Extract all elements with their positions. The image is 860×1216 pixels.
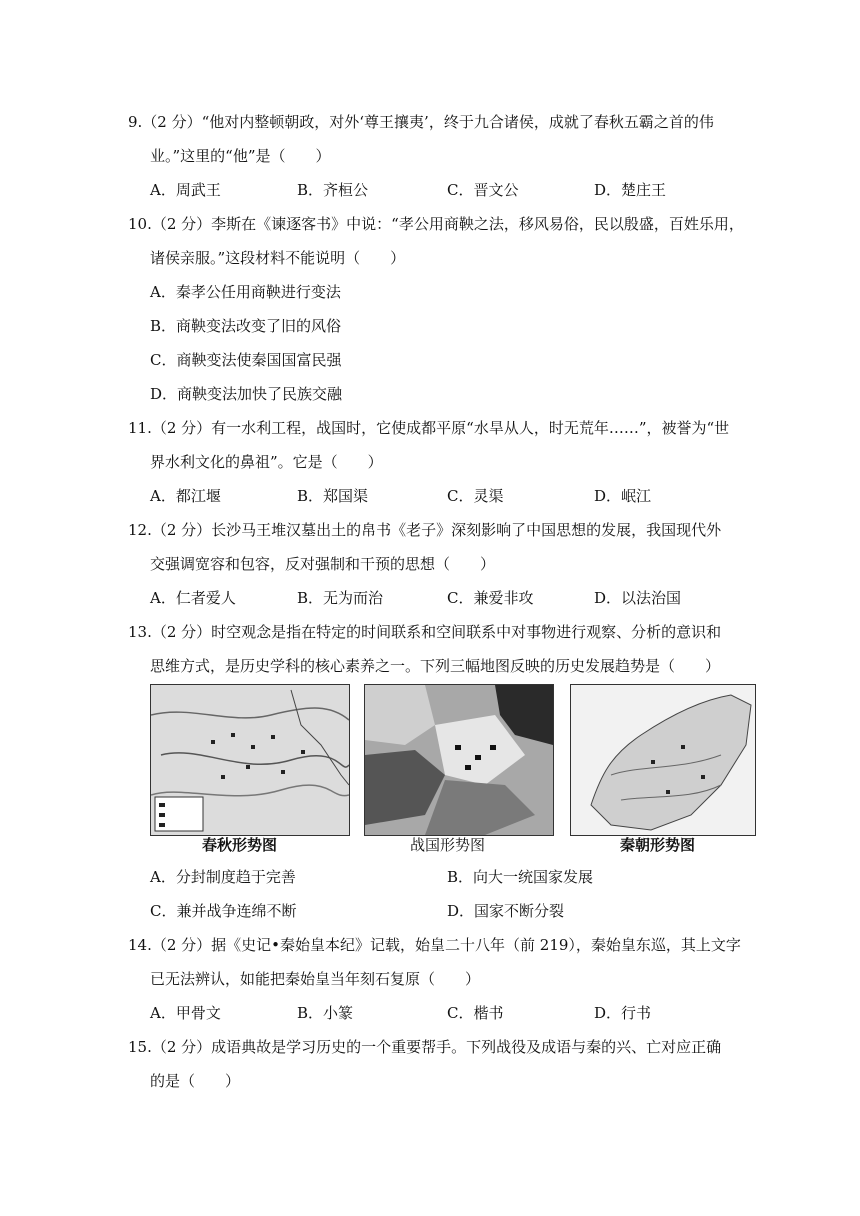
q12-option-b: B．无为而治 (297, 589, 384, 607)
q15-line-2: 的是（ ） (150, 1072, 241, 1090)
q11-line-1: 11.（2 分）有一水利工程，战国时，它使成都平原“水旱从人，时无荒年……”，被誉为“世 (128, 419, 730, 437)
q10-option-a: A．秦孝公任用商鞅进行变法 (150, 283, 341, 301)
q13-option-c: C．兼并战争连绵不断 (150, 902, 297, 920)
q13-option-a: A．分封制度趋于完善 (150, 868, 296, 886)
q15-line-1: 15.（2 分）成语典故是学习历史的一个重要帮手。下列战役及成语与秦的兴、亡对应正确 (128, 1038, 722, 1056)
q9-option-a: A．周武王 (150, 181, 221, 199)
q10-line-1: 10.（2 分）李斯在《谏逐客书》中说：“孝公用商鞅之法，移风易俗，民以殷盛，百姓乐用， (128, 215, 744, 233)
q13-line-1: 13.（2 分）时空观念是指在特定的时间联系和空间联系中对事物进行观察、分析的意识和 (128, 623, 722, 641)
q11-option-b: B．郑国渠 (297, 487, 369, 505)
spring-autumn-map (150, 684, 350, 836)
q9-line-1: 9.（2 分）“他对内整顿朝政，对外‘尊王攘夷’，终于九合诸侯，成就了春秋五霸之首的伟 (128, 113, 714, 131)
q13-option-d: D．国家不断分裂 (447, 902, 565, 920)
map-caption-spring-autumn: 春秋形势图 (202, 836, 278, 854)
q14-option-b: B．小篆 (297, 1004, 354, 1022)
q9-line-2: 业。”这里的“他”是（ ） (150, 147, 331, 165)
q10-option-c: C．商鞅变法使秦国国富民强 (150, 351, 342, 369)
q12-option-a: A．仁者爱人 (150, 589, 236, 607)
q13-option-b: B．向大一统国家发展 (447, 868, 594, 886)
q13-line-2: 思维方式，是历史学科的核心素养之一。下列三幅地图反映的历史发展趋势是（ ） (150, 657, 721, 675)
q11-option-d: D．岷江 (594, 487, 652, 505)
map-caption-qin: 秦朝形势图 (620, 836, 696, 854)
q9-option-d: D．楚庄王 (594, 181, 667, 199)
warring-states-map (364, 684, 554, 836)
q14-option-a: A．甲骨文 (150, 1004, 221, 1022)
q14-option-c: C．楷书 (447, 1004, 504, 1022)
q10-line-2: 诸侯亲服。”这段材料不能说明（ ） (150, 249, 406, 267)
q14-line-2: 已无法辨认，如能把秦始皇当年刻石复原（ ） (150, 970, 481, 988)
q10-option-d: D．商鞅变法加快了民族交融 (150, 385, 343, 403)
q11-line-2: 界水利文化的鼻祖”。它是（ ） (150, 453, 383, 471)
q12-line-1: 12.（2 分）长沙马王堆汉墓出土的帛书《老子》深刻影响了中国思想的发展，我国现代外 (128, 521, 722, 539)
q12-option-c: C．兼爱非攻 (447, 589, 534, 607)
q11-option-c: C．灵渠 (447, 487, 504, 505)
qin-dynasty-map (570, 684, 756, 836)
map-caption-warring-states: 战国形势图 (410, 836, 486, 854)
q12-option-d: D．以法治国 (594, 589, 682, 607)
q10-option-b: B．商鞅变法改变了旧的风俗 (150, 317, 342, 335)
q9-option-b: B．齐桓公 (297, 181, 369, 199)
q14-option-d: D．行书 (594, 1004, 652, 1022)
q9-option-c: C．晋文公 (447, 181, 519, 199)
q14-line-1: 14.（2 分）据《史记•秦始皇本纪》记载，始皇二十八年（前 219），秦始皇东巡，其上文字 (128, 936, 741, 954)
history-maps (150, 684, 756, 854)
q12-line-2: 交强调宽容和包容，反对强制和干预的思想（ ） (150, 555, 496, 573)
q11-option-a: A．都江堰 (150, 487, 221, 505)
